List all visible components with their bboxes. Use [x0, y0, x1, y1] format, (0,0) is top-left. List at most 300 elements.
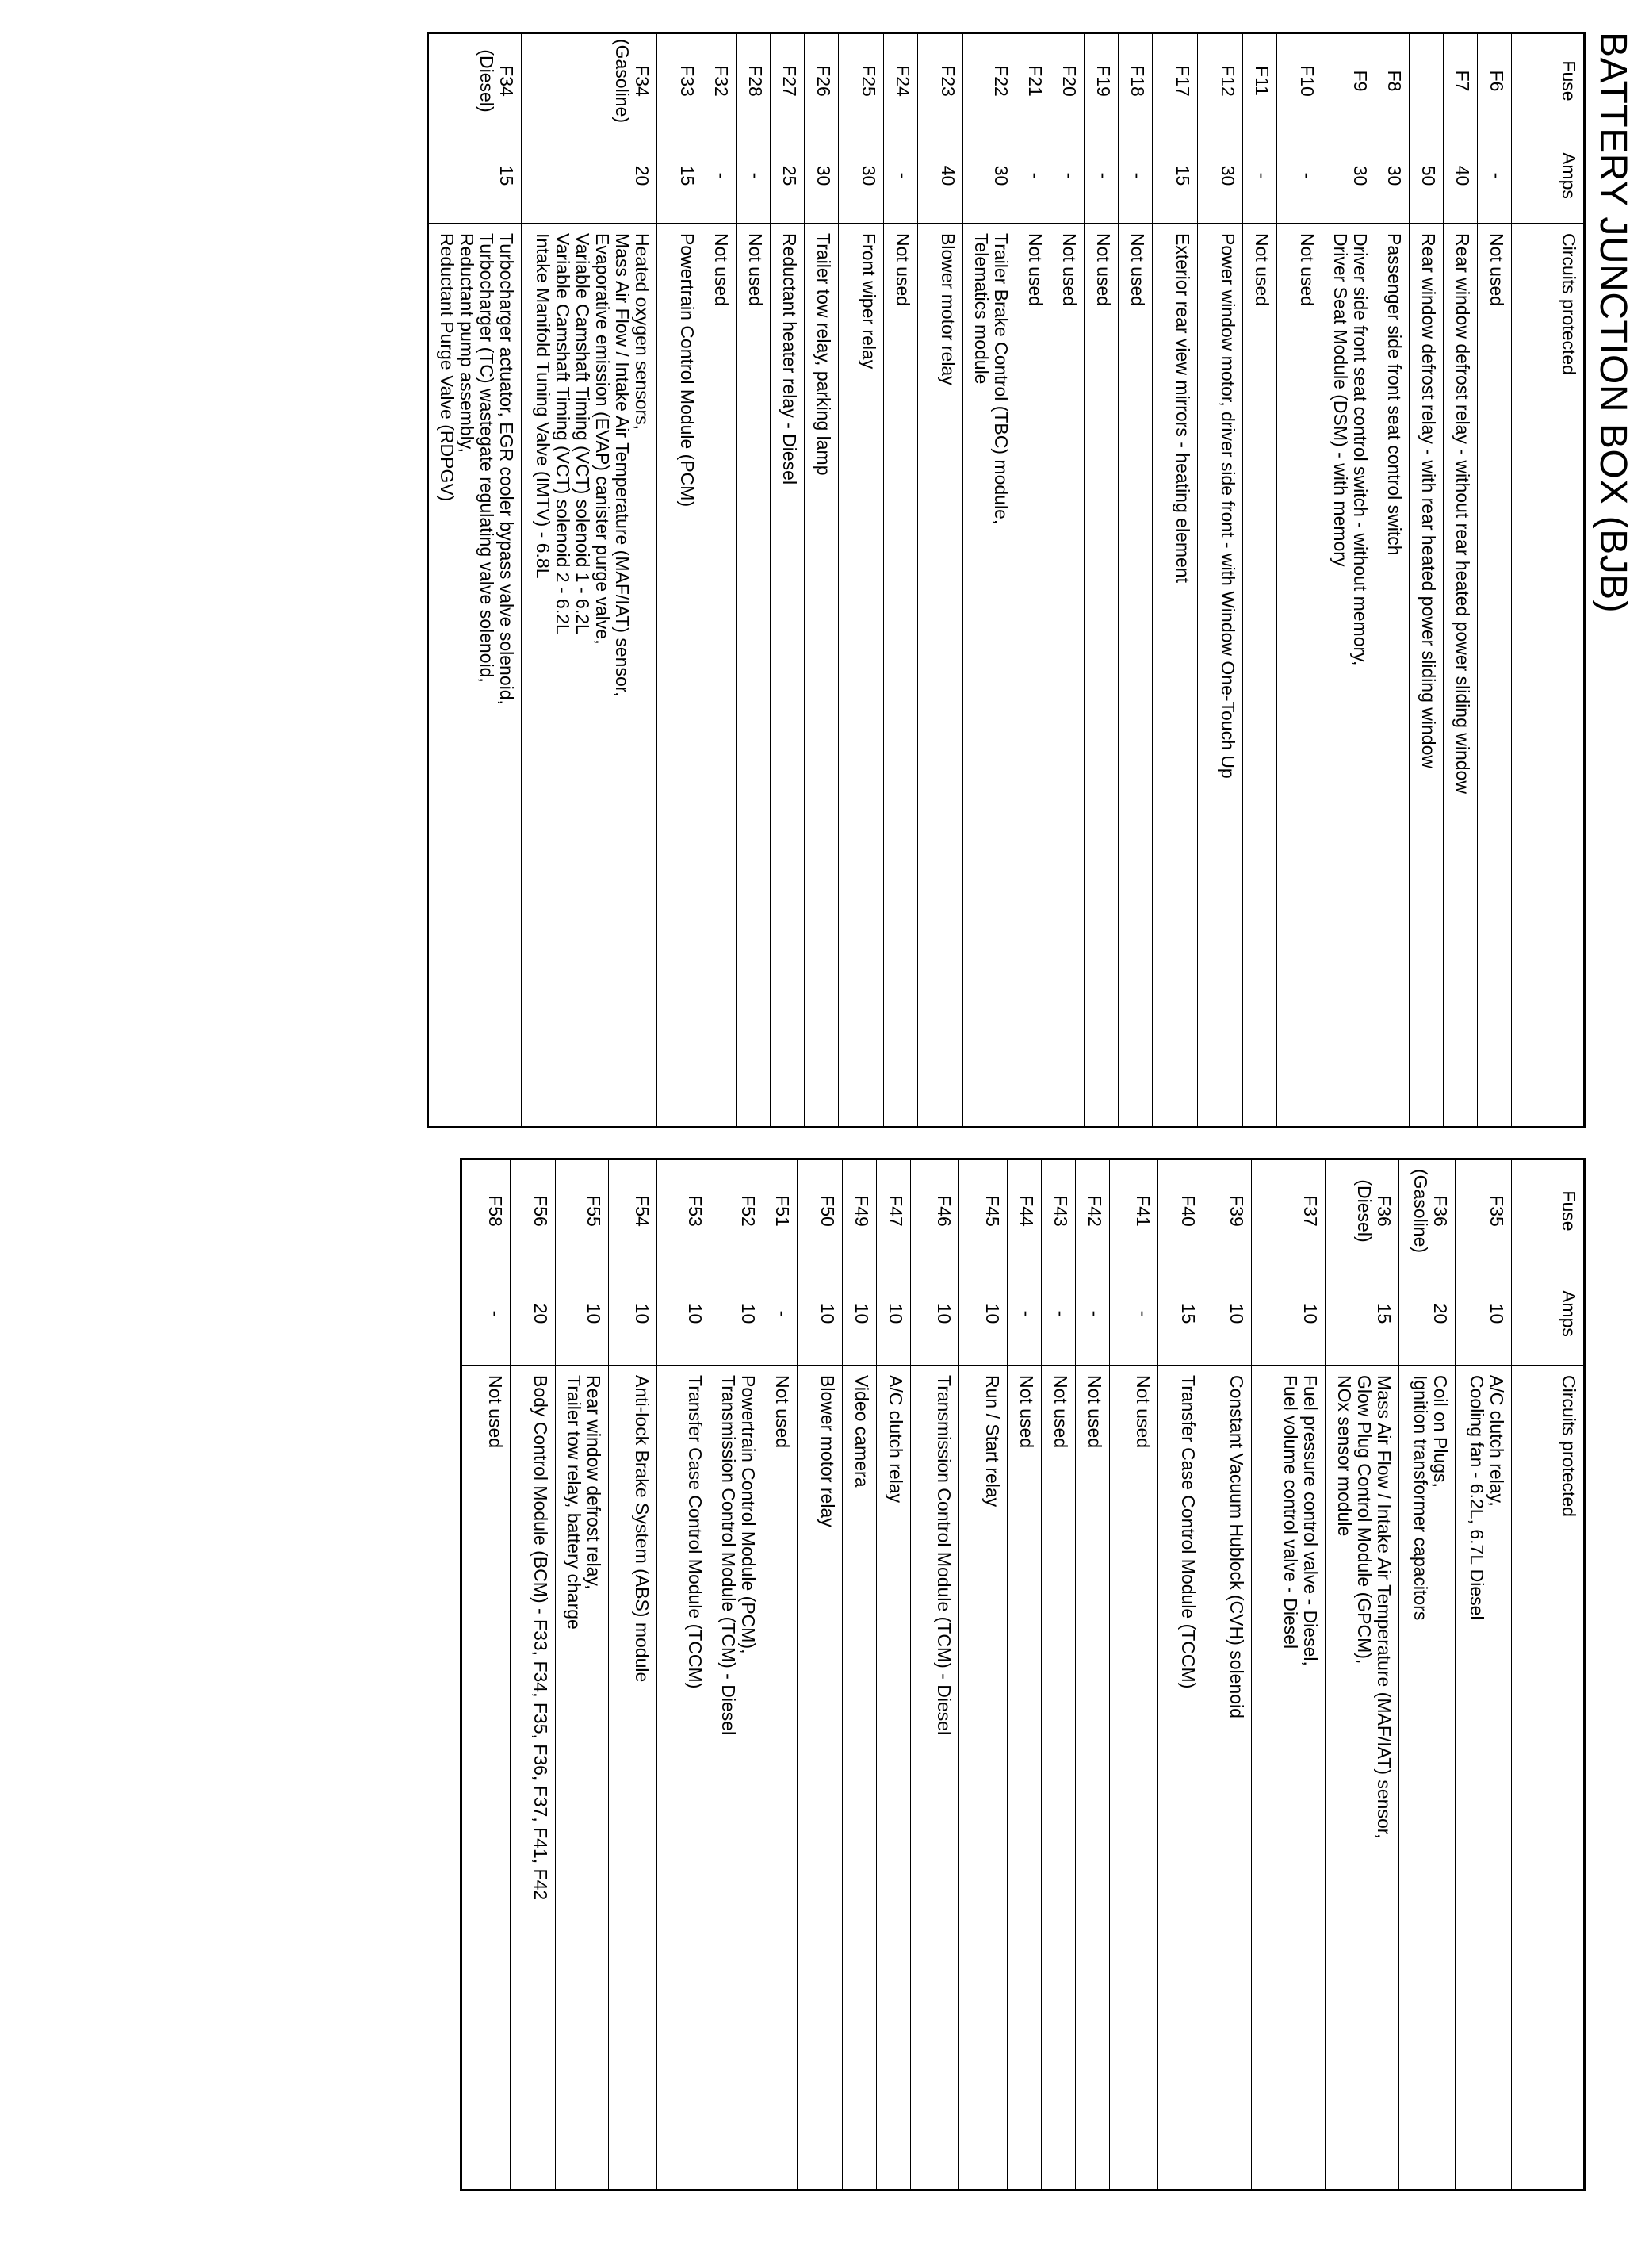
table-row: [609, 1159, 657, 2190]
fuse-cell: [1119, 33, 1153, 128]
fuse-cell: [959, 1159, 1008, 1262]
circuits-cell-text: Video camera: [851, 1375, 872, 1488]
circuits-cell-text: Not used: [1297, 233, 1318, 307]
table-row: [1050, 33, 1085, 1128]
fuse-cell-text: F47: [886, 1195, 906, 1227]
fuse-cell: [737, 33, 771, 128]
fuse-header-text: Fuse: [1559, 1190, 1579, 1232]
table-row: [1456, 1159, 1512, 2190]
circuits-cell-text: Mass Air Flow / Intake Air Temperature (MAF/IAT) sensor, Glow Plug Control Module (GPCM), NOx sensor module: [1334, 1375, 1395, 1839]
table-row: [963, 33, 1016, 1128]
fuse-cell-text: F46: [934, 1195, 955, 1227]
circuits-cell-text: Run / Start relay: [982, 1375, 1003, 1508]
circuits-cell-text: Rear window defrost relay - without rear heated power sliding window: [1452, 233, 1473, 794]
amps-cell: [1277, 128, 1322, 224]
fuse-cell-text: F23: [938, 65, 958, 97]
fuse-cell-text: F35: [1486, 1195, 1507, 1227]
circuits-cell-text: Trailer tow relay, parking lamp: [813, 233, 834, 476]
fuse-cell-text: [1433, 34, 1443, 128]
fuse-cell-text: F54: [632, 1195, 652, 1227]
circuits-cell-text: Powertrain Control Module (PCM), Transmission Control Module (TCM) - Diesel: [718, 1375, 759, 1736]
table-row: [1243, 33, 1277, 1128]
fuse-cell-text: F26: [813, 65, 834, 97]
amps-cell-text: 15: [1173, 165, 1193, 186]
circuits-cell: [702, 224, 737, 1128]
fuse-cell: [1016, 33, 1050, 128]
amps-header-text: Amps: [1559, 1290, 1579, 1337]
table-row: [1322, 33, 1375, 1128]
circuits-cell-text: Front wiper relay: [859, 233, 879, 370]
fuse-cell-text: F9: [1350, 70, 1371, 92]
circuits-cell-text: Not used: [745, 233, 766, 307]
amps-cell-text: 10: [583, 1303, 604, 1324]
circuits-cell: [1008, 1366, 1042, 2190]
circuits-cell-text: Blower motor relay: [938, 233, 958, 385]
circuits-cell: [1322, 224, 1375, 1128]
circuits-cell: [1203, 1366, 1252, 2190]
circuits-cell: [1444, 224, 1478, 1128]
circuits-cell-text: Transfer Case Control Module (TCCM): [685, 1375, 706, 1689]
fuse-cell-text: F17: [1173, 65, 1193, 97]
table-row: [1198, 33, 1243, 1128]
circuits-cell: [609, 1366, 657, 2190]
table-row: [710, 1159, 763, 2190]
amps-cell: [963, 128, 1016, 224]
table-row: [461, 1159, 511, 2190]
amps-cell: [911, 1262, 959, 1366]
amps-cell-text: -: [1486, 172, 1507, 179]
fuse-cell-text: F28: [745, 65, 766, 97]
circuits-cell-text: Not used: [893, 233, 913, 307]
fuse-cell: [657, 33, 702, 128]
circuits-cell: [843, 1366, 877, 2190]
circuits-cell: [771, 224, 805, 1128]
amps-cell-text: 10: [1226, 1303, 1247, 1324]
fuse-cell-text: F34 (Gasoline): [612, 38, 652, 124]
amps-cell: [1042, 1262, 1076, 1366]
circuits-cell-text: Not used: [772, 1375, 793, 1449]
amps-cell: [1076, 1262, 1110, 1366]
circuits-cell: [877, 1366, 911, 2190]
circuits-header-text: Circuits protected: [1559, 233, 1579, 375]
amps-cell-text: -: [893, 172, 913, 179]
table-row: [1076, 1159, 1110, 2190]
circuits-cell-text: Heated oxygen sensors, Mass Air Flow / Intake Air Temperature (MAF/IAT) sensor, Evaporative emission (EVAP) canister purge valve, Variable Camshaft Timing (VCT) solenoid 1 - 6.2L Variable Camshaft Timing (VCT) solenoid 2 - 6.2L Intake Manifold Tuning Valve (IMTV) - 6.8L: [533, 233, 652, 697]
circuits-header-text: Circuits protected: [1559, 1375, 1579, 1517]
fuse-cell: [1158, 1159, 1203, 1262]
circuits-cell-text: Not used: [1050, 1375, 1071, 1449]
fuse-cell-text: F10: [1297, 65, 1318, 97]
fuse-cell: [1375, 33, 1410, 128]
fuse-cell: [1153, 33, 1198, 128]
table-row: [511, 1159, 556, 2190]
circuits-cell: [763, 1366, 798, 2190]
amps-cell: [1243, 128, 1277, 224]
fuse-cell-text: F19: [1093, 65, 1114, 97]
amps-cell: [1456, 1262, 1512, 1366]
fuse-header: [1512, 1159, 1585, 1262]
circuits-cell-text: Blower motor relay: [817, 1375, 838, 1527]
fuse-cell-text: F51: [772, 1195, 793, 1227]
amps-cell: [1008, 1262, 1042, 1366]
circuits-cell-text: Not used: [1127, 233, 1148, 307]
circuits-cell-text: Fuel pressure control valve - Diesel, Fuel volume control valve - Diesel: [1280, 1375, 1321, 1666]
amps-cell: [511, 1262, 556, 1366]
fuse-cell: [1203, 1159, 1252, 1262]
table-row: [1326, 1159, 1399, 2190]
table-row: [763, 1159, 798, 2190]
amps-cell-text: -: [1127, 172, 1148, 179]
fuse-cell-text: F24: [893, 65, 913, 97]
fuse-cell: [963, 33, 1016, 128]
fuse-cell: [1042, 1159, 1076, 1262]
amps-cell-text: 20: [530, 1303, 551, 1324]
circuits-cell-text: Not used: [1252, 233, 1272, 307]
amps-cell-text: 15: [1178, 1303, 1199, 1324]
circuits-cell: [1243, 224, 1277, 1128]
amps-cell-text: 25: [779, 165, 800, 186]
circuits-cell: [1326, 1366, 1399, 2190]
fuse-cell-text: F32: [711, 65, 732, 97]
table-row: [1375, 33, 1410, 1128]
table-row: [428, 33, 522, 1128]
amps-cell: [1085, 128, 1119, 224]
fuse-cell-text: F11: [1252, 66, 1272, 96]
table-row: [737, 33, 771, 1128]
circuits-cell-text: Not used: [1486, 233, 1507, 307]
fuse-cell: [1085, 33, 1119, 128]
fuse-cell: [771, 33, 805, 128]
fuse-cell-text: F20: [1059, 65, 1080, 97]
fuse-table-left: [427, 32, 1586, 1128]
amps-cell: [1375, 128, 1410, 224]
amps-cell: [522, 128, 657, 224]
amps-cell: [428, 128, 522, 224]
circuits-cell: [657, 224, 702, 1128]
circuits-cell: [556, 1366, 609, 2190]
circuits-cell: [1198, 224, 1243, 1128]
amps-cell-text: -: [745, 172, 766, 179]
circuits-cell: [839, 224, 884, 1128]
fuse-cell: [911, 1159, 959, 1262]
table-row: [918, 33, 963, 1128]
table-row: [877, 1159, 911, 2190]
fuse-cell: [1198, 33, 1243, 128]
fuse-cell-text: F36 (Diesel): [1354, 1179, 1395, 1243]
amps-header-text: Amps: [1559, 152, 1579, 199]
fuse-cell-text: F56: [530, 1195, 551, 1227]
fuse-cell: [702, 33, 737, 128]
fuse-cell-text: F21: [1025, 65, 1046, 97]
fuse-cell: [522, 33, 657, 128]
circuits-cell: [428, 224, 522, 1128]
circuits-cell: [522, 224, 657, 1128]
amps-cell: [1326, 1262, 1399, 1366]
amps-cell-text: -: [1085, 1310, 1105, 1317]
fuse-cell: [1277, 33, 1322, 128]
circuits-header: [1512, 224, 1585, 1128]
amps-cell: [1203, 1262, 1252, 1366]
fuse-cell: [877, 1159, 911, 1262]
fuse-cell: [798, 1159, 843, 1262]
fuse-cell: [1478, 33, 1512, 128]
amps-cell-text: 50: [1418, 165, 1439, 186]
table-row: [1399, 1159, 1456, 2190]
amps-cell: [771, 128, 805, 224]
table-row: [1478, 33, 1512, 1128]
fuse-cell-text: F53: [685, 1195, 706, 1227]
circuits-cell: [511, 1366, 556, 2190]
fuse-cell-text: F50: [817, 1195, 838, 1227]
amps-cell-text: 10: [934, 1303, 955, 1324]
amps-cell: [884, 128, 918, 224]
circuits-cell: [805, 224, 839, 1128]
amps-cell: [1478, 128, 1512, 224]
circuits-cell-text: Trailer Brake Control (TBC) module, Telematics module: [971, 233, 1012, 525]
table-row: [657, 1159, 710, 2190]
amps-cell-text: -: [485, 1310, 506, 1317]
amps-cell: [609, 1262, 657, 1366]
circuits-cell: [461, 1366, 511, 2190]
amps-cell: [1399, 1262, 1456, 1366]
fuse-cell-text: F39: [1226, 1195, 1247, 1227]
amps-cell-text: 40: [938, 165, 958, 186]
circuits-cell: [959, 1366, 1008, 2190]
fuse-cell: [609, 1159, 657, 1262]
fuse-cell: [918, 33, 963, 128]
amps-cell-text: -: [1297, 172, 1318, 179]
amps-cell: [1322, 128, 1375, 224]
circuits-cell: [710, 1366, 763, 2190]
circuits-cell-text: Power window motor, driver side front - with Window One-Touch Up: [1218, 233, 1238, 779]
fuse-cell-text: F37: [1300, 1195, 1321, 1227]
table-row: [1110, 1159, 1158, 2190]
amps-cell-text: 10: [1300, 1303, 1321, 1324]
amps-cell-text: 10: [685, 1303, 706, 1324]
circuits-cell: [1076, 1366, 1110, 2190]
amps-cell: [1016, 128, 1050, 224]
circuits-cell-text: Not used: [711, 233, 732, 307]
circuits-cell-text: Not used: [485, 1375, 506, 1449]
table-row: [1085, 33, 1119, 1128]
circuits-cell: [1153, 224, 1198, 1128]
amps-cell: [1158, 1262, 1203, 1366]
amps-cell-text: 10: [886, 1303, 906, 1324]
table-row: [522, 33, 657, 1128]
table-row: [771, 33, 805, 1128]
table-row: [959, 1159, 1008, 2190]
circuits-cell: [1478, 224, 1512, 1128]
amps-cell-text: 15: [1374, 1303, 1395, 1324]
circuits-header: [1512, 1366, 1585, 2190]
fuse-cell-text: F45: [982, 1195, 1003, 1227]
circuits-cell-text: Transfer Case Control Module (TCCM): [1178, 1375, 1199, 1689]
fuse-table-left-body: [428, 33, 1585, 1128]
circuits-cell: [1110, 1366, 1158, 2190]
amps-cell-text: -: [1133, 1310, 1154, 1317]
fuse-cell-text: F25: [859, 65, 879, 97]
amps-cell: [1119, 128, 1153, 224]
amps-cell: [798, 1262, 843, 1366]
circuits-cell: [911, 1366, 959, 2190]
amps-cell-text: 10: [817, 1303, 838, 1324]
amps-cell: [877, 1262, 911, 1366]
fuse-cell-text: F52: [738, 1195, 759, 1227]
circuits-cell-text: Reductant heater relay - Diesel: [779, 233, 800, 485]
circuits-cell-text: Rear window defrost relay, Trailer tow relay, battery charge: [564, 1375, 604, 1630]
circuits-cell: [1252, 1366, 1326, 2190]
circuits-cell-text: Body Control Module (BCM) - F33, F34, F35, F36, F37, F41, F42: [530, 1375, 551, 1901]
circuits-cell-text: Exterior rear view mirrors - heating element: [1173, 233, 1193, 583]
amps-cell: [1110, 1262, 1158, 1366]
amps-cell: [461, 1262, 511, 1366]
circuits-cell-text: Not used: [1093, 233, 1114, 307]
fuse-table-right-body: [461, 1159, 1585, 2190]
circuits-cell: [798, 1366, 843, 2190]
fuse-cell-text: F6: [1486, 70, 1507, 92]
fuse-cell: [461, 1159, 511, 1262]
fuse-cell-text: F18: [1127, 65, 1148, 97]
fuse-cell: [1110, 1159, 1158, 1262]
amps-header: [1512, 1262, 1585, 1366]
amps-cell-text: 20: [632, 165, 652, 186]
circuits-cell-text: Not used: [1016, 1375, 1037, 1449]
amps-cell: [805, 128, 839, 224]
circuits-cell-text: Not used: [1025, 233, 1046, 307]
table-row: [798, 1159, 843, 2190]
amps-cell-text: 30: [991, 165, 1012, 186]
amps-cell-text: -: [1016, 1310, 1037, 1317]
header-row: [1512, 1159, 1585, 2190]
amps-cell-text: 30: [813, 165, 834, 186]
table-row: [1119, 33, 1153, 1128]
fuse-cell: [1243, 33, 1277, 128]
fuse-cell: [884, 33, 918, 128]
circuits-cell: [1119, 224, 1153, 1128]
circuits-cell-text: Anti-lock Brake System (ABS) module: [632, 1375, 652, 1683]
circuits-cell: [1399, 1366, 1456, 2190]
circuits-cell: [1456, 1366, 1512, 2190]
amps-cell: [763, 1262, 798, 1366]
amps-cell-text: 30: [1384, 165, 1405, 186]
amps-cell-text: 10: [738, 1303, 759, 1324]
fuse-cell: [805, 33, 839, 128]
amps-cell-text: -: [1025, 172, 1046, 179]
amps-cell: [843, 1262, 877, 1366]
fuse-cell: [1252, 1159, 1326, 1262]
fuse-cell: [1399, 1159, 1456, 1262]
fuse-cell: [1410, 33, 1444, 128]
amps-cell-text: -: [1252, 172, 1272, 179]
fuse-cell: [1050, 33, 1085, 128]
table-row: [884, 33, 918, 1128]
table-row: [805, 33, 839, 1128]
circuits-cell: [884, 224, 918, 1128]
fuse-cell: [1322, 33, 1375, 128]
fuse-cell: [763, 1159, 798, 1262]
fuse-cell: [710, 1159, 763, 1262]
circuits-cell-text: Constant Vacuum Hublock (CVH) solenoid: [1226, 1375, 1247, 1718]
circuits-cell-text: A/C clutch relay, Cooling fan - 6.2L, 6.7L Diesel: [1467, 1375, 1507, 1620]
table-row: [1252, 1159, 1326, 2190]
fuse-cell: [1326, 1159, 1399, 1262]
fuse-cell: [1444, 33, 1478, 128]
amps-cell: [959, 1262, 1008, 1366]
circuits-cell: [1050, 224, 1085, 1128]
table-row: [1042, 1159, 1076, 2190]
circuits-cell: [1410, 224, 1444, 1128]
amps-cell: [918, 128, 963, 224]
circuits-cell: [1042, 1366, 1076, 2190]
circuits-cell: [1158, 1366, 1203, 2190]
table-row: [702, 33, 737, 1128]
circuits-cell: [657, 1366, 710, 2190]
circuits-cell-text: Driver side front seat control switch - without memory, Driver Seat Module (DSM) - with memory: [1330, 233, 1371, 666]
circuits-cell-text: Not used: [1059, 233, 1080, 307]
circuits-cell-text: Rear window defrost relay - with rear heated power sliding window: [1418, 233, 1439, 768]
amps-cell: [657, 1262, 710, 1366]
circuits-cell-text: A/C clutch relay: [886, 1375, 906, 1504]
fuse-cell-text: F49: [851, 1195, 872, 1227]
table-row: [657, 33, 702, 1128]
amps-cell-text: 20: [1430, 1303, 1451, 1324]
fuse-header: [1512, 33, 1585, 128]
amps-cell-text: 10: [632, 1303, 652, 1324]
amps-cell: [1444, 128, 1478, 224]
fuse-cell-text: F12: [1218, 65, 1238, 97]
table-row: [1410, 33, 1444, 1128]
circuits-cell-text: Not used: [1085, 1375, 1105, 1449]
fuse-header-text: Fuse: [1559, 60, 1579, 102]
fuse-cell-text: F42: [1085, 1195, 1105, 1227]
amps-cell-text: 30: [859, 165, 879, 186]
fuse-cell-text: F33: [677, 65, 698, 97]
fuse-cell-text: F44: [1016, 1195, 1037, 1227]
amps-cell-text: 10: [1486, 1303, 1507, 1324]
table-row: [1016, 33, 1050, 1128]
amps-cell-text: 10: [982, 1303, 1003, 1324]
fuse-cell-text: F55: [583, 1195, 604, 1227]
amps-cell: [657, 128, 702, 224]
circuits-cell: [737, 224, 771, 1128]
amps-cell-text: -: [1093, 172, 1114, 179]
amps-cell-text: -: [711, 172, 732, 179]
amps-cell-text: 15: [496, 165, 517, 186]
fuse-cell: [511, 1159, 556, 1262]
amps-cell-text: 30: [1218, 165, 1238, 186]
table-row: [1153, 33, 1198, 1128]
fuse-cell: [839, 33, 884, 128]
circuits-cell-text: Coil on Plugs, Ignition transformer capacitors: [1410, 1375, 1451, 1621]
circuits-cell-text: Passenger side front seat control switch: [1384, 233, 1405, 556]
circuits-cell-text: Not used: [1133, 1375, 1154, 1449]
table-row: [839, 33, 884, 1128]
amps-header: [1512, 128, 1585, 224]
table-row: [1277, 33, 1322, 1128]
fuse-cell-text: F41: [1133, 1195, 1154, 1227]
fuse-cell: [657, 1159, 710, 1262]
amps-cell-text: -: [1050, 1310, 1071, 1317]
circuits-cell: [918, 224, 963, 1128]
amps-cell-text: 15: [677, 165, 698, 186]
amps-cell: [556, 1262, 609, 1366]
fuse-cell-text: F27: [779, 65, 800, 97]
fuse-cell: [556, 1159, 609, 1262]
table-row: [1008, 1159, 1042, 2190]
circuits-cell: [1016, 224, 1050, 1128]
amps-cell: [1410, 128, 1444, 224]
fuse-table-right: [460, 1158, 1586, 2191]
